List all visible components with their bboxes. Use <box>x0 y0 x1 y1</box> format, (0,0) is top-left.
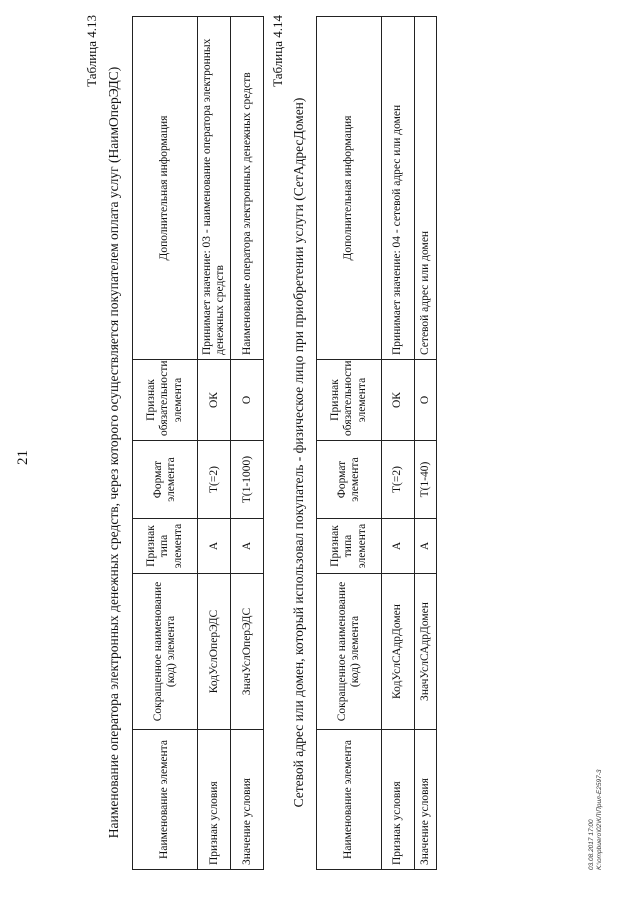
table-cell: Наименование оператора электронных денежных средств <box>231 17 264 360</box>
table-cell: Т(=2) <box>198 441 231 519</box>
table-cell: Т(=2) <box>382 441 415 519</box>
table-cell: А <box>382 519 415 574</box>
table-cell: КодУслОперЭДС <box>198 574 231 730</box>
header-additional-info: Дополнительная информация <box>317 17 382 360</box>
header-short-code: Сокращенное наименование (код) элемента <box>133 574 198 730</box>
table-cell: Сетевой адрес или домен <box>415 17 437 360</box>
table-row <box>382 17 415 870</box>
header-type: Признак типа элемента <box>317 519 382 574</box>
table-cell: А <box>198 519 231 574</box>
table-4-13-caption: Наименование оператора электронных денежных средств, через которого осуществляется покупателем оплата услуг (НаимОперЭДС) <box>106 66 121 839</box>
table-4-13 <box>132 16 264 870</box>
stamp-date: 03.08.2017 17:00 <box>588 819 595 870</box>
table-cell: ОК <box>382 360 415 441</box>
table-cell: Принимает значение: 04 - сетевой адрес или домен <box>382 17 415 360</box>
file-stamp <box>588 770 604 871</box>
table-4-14-header-row <box>317 17 382 870</box>
table-cell: Признак условия <box>198 730 231 870</box>
stamp-path: K:\ompbuero\02\КЛ\Прил-Е2597-3 <box>596 769 604 870</box>
header-type: Признак типа элемента <box>133 519 198 574</box>
header-element-name: Наименование элемента <box>317 730 382 870</box>
header-additional-info: Дополнительная информация <box>133 17 198 360</box>
table-4-14-caption: Сетевой адрес или домен, который использовал покупатель - физическое лицо при приобретении услуги (СетАдресДомен) <box>291 97 306 808</box>
table-cell: Т(1-1000) <box>231 441 264 519</box>
page-number: 21 <box>15 450 31 465</box>
table-cell: Значение условия <box>415 730 437 870</box>
table-cell: Принимает значение: 03 - наименование оператора электронных денежных средств <box>198 17 231 360</box>
header-short-code: Сокращенное наименование (код) элемента <box>317 574 382 730</box>
table-cell: Признак условия <box>382 730 415 870</box>
table-cell: А <box>415 519 437 574</box>
table-row <box>415 17 437 870</box>
table-cell: О <box>415 360 437 441</box>
table-4-14 <box>316 16 437 870</box>
header-required: Признак обязательности элемента <box>133 360 198 441</box>
header-element-name: Наименование элемента <box>133 730 198 870</box>
table-4-14-label: Таблица 4.14 <box>270 15 285 87</box>
table-cell: КодУслСАдрДомен <box>382 574 415 730</box>
table-cell: ЗначУслСАдрДомен <box>415 574 437 730</box>
header-format: Формат элемента <box>133 441 198 519</box>
table-cell: А <box>231 519 264 574</box>
table-cell: ОК <box>198 360 231 441</box>
table-cell: Значение условия <box>231 730 264 870</box>
table-row <box>198 17 231 870</box>
header-required: Признак обязательности элемента <box>317 360 382 441</box>
header-format: Формат элемента <box>317 441 382 519</box>
table-cell: О <box>231 360 264 441</box>
table-cell: ЗначУслОперЭДС <box>231 574 264 730</box>
table-row <box>231 17 264 870</box>
table-cell: Т(1-40) <box>415 441 437 519</box>
table-4-13-label: Таблица 4.13 <box>84 15 99 87</box>
table-4-13-header-row <box>133 17 198 870</box>
